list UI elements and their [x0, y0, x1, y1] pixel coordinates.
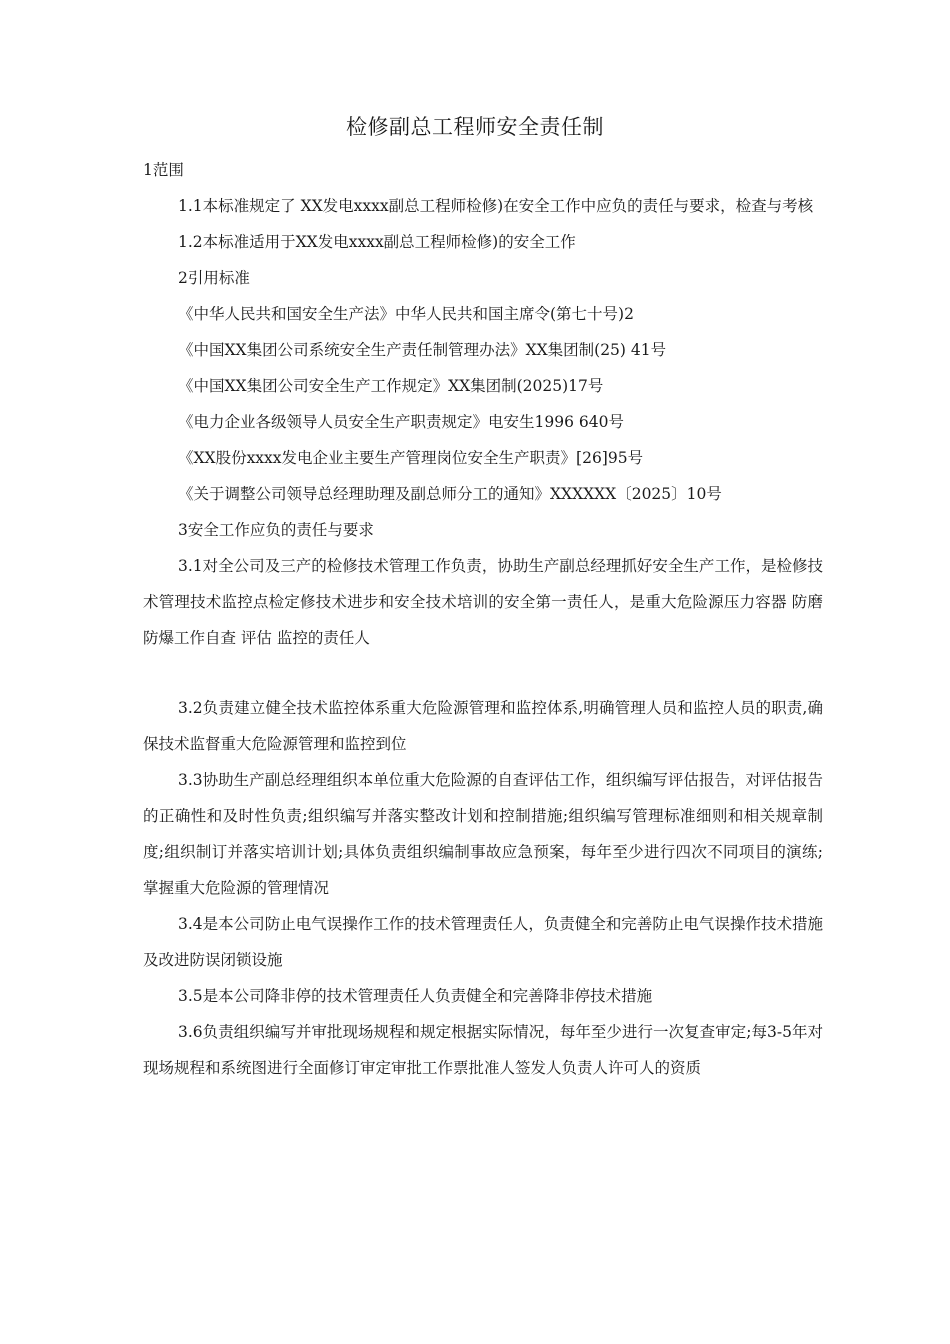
section-heading-scope: 1范围 [143, 161, 184, 179]
reference-item: 《XX股份xxxx发电企业主要生产管理岗位安全生产职责》[26]95号 [178, 449, 644, 467]
paragraph-3-2: 3.2负责建立健全技术监控体系重大危险源管理和监控体系,明确管理人员和监控人员的职责,确保技术监督重大危险源管理和监控到位 [143, 699, 823, 753]
reference-item: 《电力企业各级领导人员安全生产职责规定》电安生1996 640号 [178, 413, 624, 431]
paragraph-3-6: 3.6负责组织编写并审批现场规程和规定根据实际情况，每年至少进行一次复查审定;每3-5年对现场规程和系统图进行全面修订审定审批工作票批准人签发人负责人许可人的资质 [143, 1023, 823, 1077]
paragraph-1-2: 1.2本标准适用于XX发电xxxx副总工程师检修)的安全工作 [178, 233, 576, 251]
paragraph-3-5: 3.5是本公司降非停的技术管理责任人负责健全和完善降非停技术措施 [178, 987, 653, 1005]
section-heading-references: 2引用标准 [178, 269, 250, 287]
paragraph-1-1: 1.1本标准规定了 XX发电xxxx副总工程师检修)在安全工作中应负的责任与要求，检查与考核 [178, 197, 814, 215]
paragraph-3-1: 3.1对全公司及三产的检修技术管理工作负责，协助生产副总经理抓好安全生产工作，是检修技术管理技术监控点检定修技术进步和安全技术培训的安全第一责任人，是重大危险源压力容器 防磨防爆工作自查 评估 监控的责任人 [143, 557, 823, 647]
document-title: 检修副总工程师安全责任制 [346, 115, 604, 139]
paragraph-3-4: 3.4是本公司防止电气误操作工作的技术管理责任人，负责健全和完善防止电气误操作技术措施及改进防误闭锁设施 [143, 915, 823, 969]
reference-item: 《中国XX集团公司安全生产工作规定》XX集团制(2025)17号 [178, 377, 604, 395]
paragraph-3-3: 3.3协助生产副总经理组织本单位重大危险源的自查评估工作，组织编写评估报告，对评估报告的正确性和及时性负责;组织编写并落实整改计划和控制措施;组织编写管理标准细则和相关规章制度;组织制订并落实培训计划;具体负责组织编制事故应急预案，每年至少进行四次不同项目的演练;掌握重大危险源的管理情况 [143, 771, 823, 897]
reference-item: 《中华人民共和国安全生产法》中华人民共和国主席令(第七十号)2 [178, 305, 634, 323]
paragraph-gap [143, 656, 823, 690]
reference-item: 《中国XX集团公司系统安全生产责任制管理办法》XX集团制(25) 41号 [178, 341, 667, 359]
section-heading-responsibilities: 3安全工作应负的责任与要求 [178, 521, 374, 539]
reference-item: 《关于调整公司领导总经理助理及副总师分工的通知》XXXXXX〔2025〕10号 [178, 485, 722, 503]
document-body [143, 152, 823, 1086]
